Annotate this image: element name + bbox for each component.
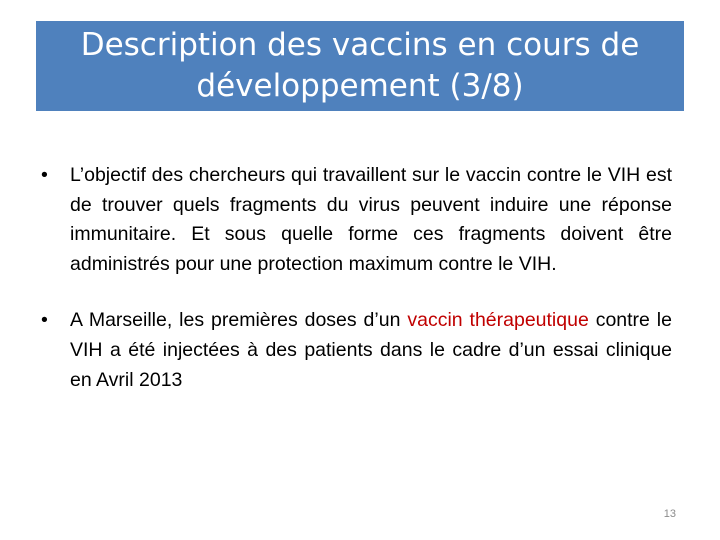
bullet-text-start: A Marseille, les premières doses d’un: [70, 309, 408, 332]
highlighted-term: vaccin thérapeutique: [407, 309, 589, 332]
bullet-item-marseille-trial: [36, 306, 672, 395]
bullet-point-icon: •: [41, 164, 48, 186]
page-number: 13: [663, 508, 676, 520]
bullet-list: [36, 161, 672, 395]
slide-title-line-2: développement (3/8): [196, 68, 524, 104]
bullet-point-icon: •: [41, 309, 48, 332]
slide-title-line-1: Description des vaccins en cours de: [80, 27, 640, 63]
slide-title-bar: [36, 21, 684, 111]
bullet-item-research-goal: [36, 161, 672, 279]
bullet-text-end: contre le VIH a été injectées à des patients dans le cadre d’un essai clinique en Avril 2013: [70, 309, 672, 391]
bullet-text: L’objectif des chercheurs qui travaillent sur le vaccin contre le VIH est de trouver quels fragments du virus peuvent induire une réponse immunitaire. Et sous quelle forme ces fragments doivent être administrés pour une protection maximum contre le VIH.: [70, 164, 672, 275]
